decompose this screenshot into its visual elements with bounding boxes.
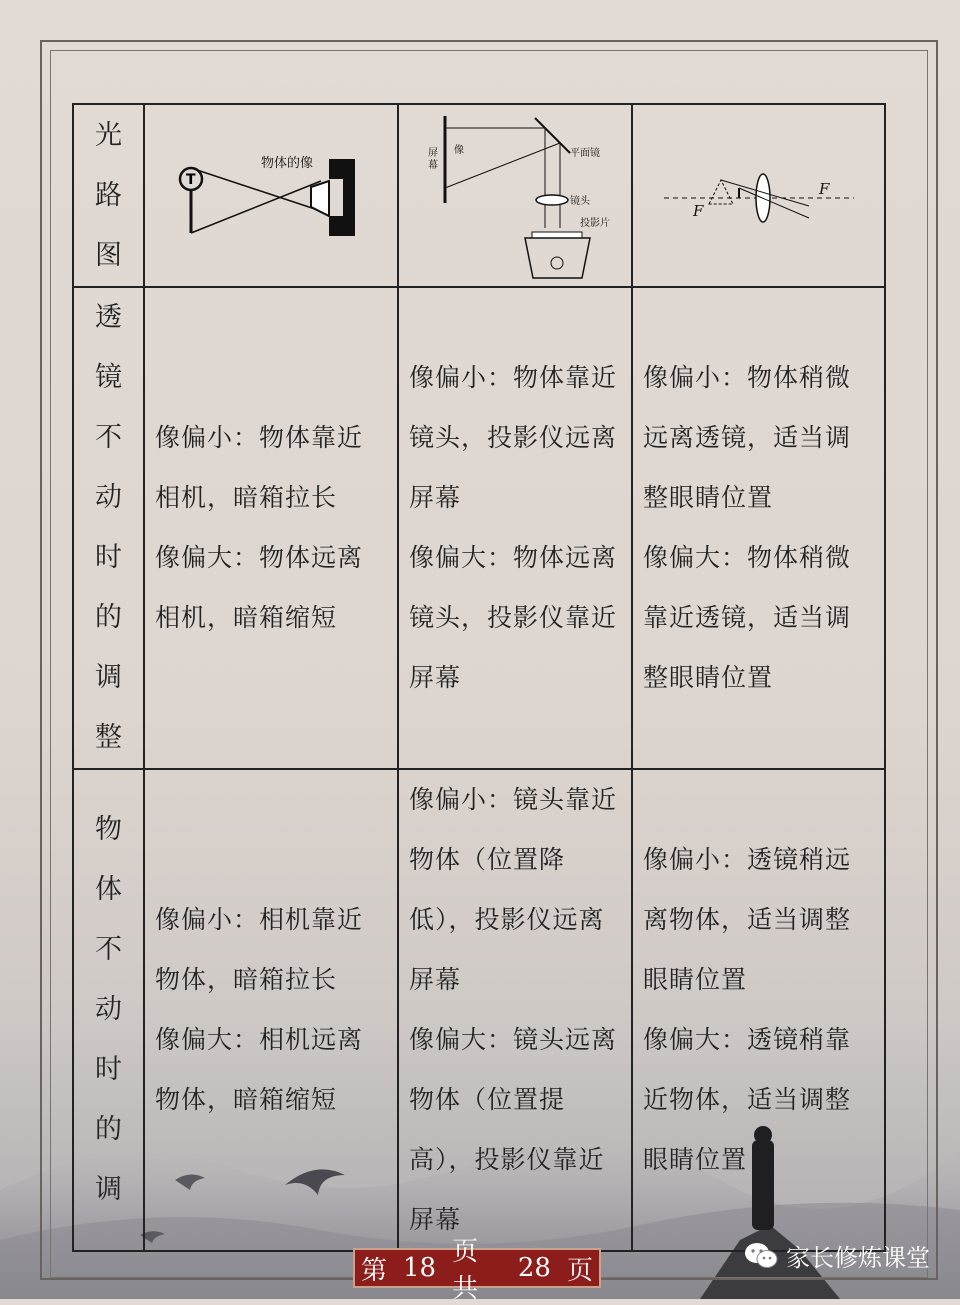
svg-text:投影片: 投影片 bbox=[580, 218, 610, 229]
svg-text:镜头: 镜头 bbox=[570, 196, 590, 207]
current-page-number: 18 bbox=[403, 1253, 437, 1283]
row-header-lens-fixed: 透 镜 不 动 时 的 调 整 bbox=[73, 287, 144, 769]
camera-diagram-cell bbox=[144, 104, 398, 287]
svg-text:像: 像 bbox=[454, 145, 464, 156]
svg-text:幕: 幕 bbox=[428, 160, 438, 171]
row-header-light-path: 光 路 图 bbox=[73, 104, 144, 287]
wechat-icon bbox=[744, 1242, 778, 1270]
projector-diagram-cell bbox=[398, 104, 632, 287]
projector-light-path-diagram bbox=[420, 108, 610, 283]
row-header-object-fixed: 物 体 不 动 时 的 调 bbox=[73, 769, 144, 1251]
svg-text:F: F bbox=[692, 201, 703, 220]
svg-text:F: F bbox=[818, 179, 829, 198]
wechat-watermark bbox=[744, 1238, 930, 1273]
camera-object-fixed-cell: 像偏小：相机靠近物体，暗箱拉长 像偏大：相机远离物体，暗箱缩短 bbox=[144, 769, 398, 1251]
magnifier-lens-fixed-cell: 像偏小：物体稍微远离透镜，适当调整眼睛位置 像偏大：物体稍微靠近透镜，适当调整眼睛位置 bbox=[632, 287, 885, 769]
camera-lens-fixed-cell: 像偏小：物体靠近相机，暗箱拉长 像偏大：物体远离相机，暗箱缩短 bbox=[144, 287, 398, 769]
table-row bbox=[73, 287, 885, 769]
projector-lens-fixed-cell: 像偏小：物体靠近镜头，投影仪远离屏幕 像偏大：物体远离镜头，投影仪靠近屏幕 bbox=[398, 287, 632, 769]
svg-text:平面镜: 平面镜 bbox=[570, 148, 600, 159]
table-row bbox=[73, 769, 885, 1251]
magnifier-object-fixed-cell: 像偏小：透镜稍远离物体，适当调整眼睛位置 像偏大：透镜稍靠近物体，适当调整眼睛位置 bbox=[632, 769, 885, 1251]
watermark-text: 家长修炼课堂 bbox=[786, 1244, 930, 1272]
table-row bbox=[73, 104, 885, 287]
camera-light-path-diagram bbox=[171, 151, 371, 241]
projector-object-fixed-cell: 像偏小：镜头靠近物体（位置降低），投影仪远离屏幕 像偏大：镜头远离物体（位置提高），投影仪靠近屏幕 bbox=[398, 769, 632, 1251]
svg-text:T: T bbox=[186, 171, 196, 188]
magnifier-light-path-diagram bbox=[659, 166, 859, 226]
total-page-number: 28 bbox=[517, 1253, 551, 1283]
page-indicator: 第 18 页 共 28 页 bbox=[353, 1248, 601, 1288]
lens-adjustment-table bbox=[72, 103, 886, 1252]
camera-image-label: 物体的像 bbox=[261, 155, 314, 171]
magnifier-diagram-cell bbox=[632, 104, 885, 287]
svg-text:屏: 屏 bbox=[428, 148, 438, 159]
